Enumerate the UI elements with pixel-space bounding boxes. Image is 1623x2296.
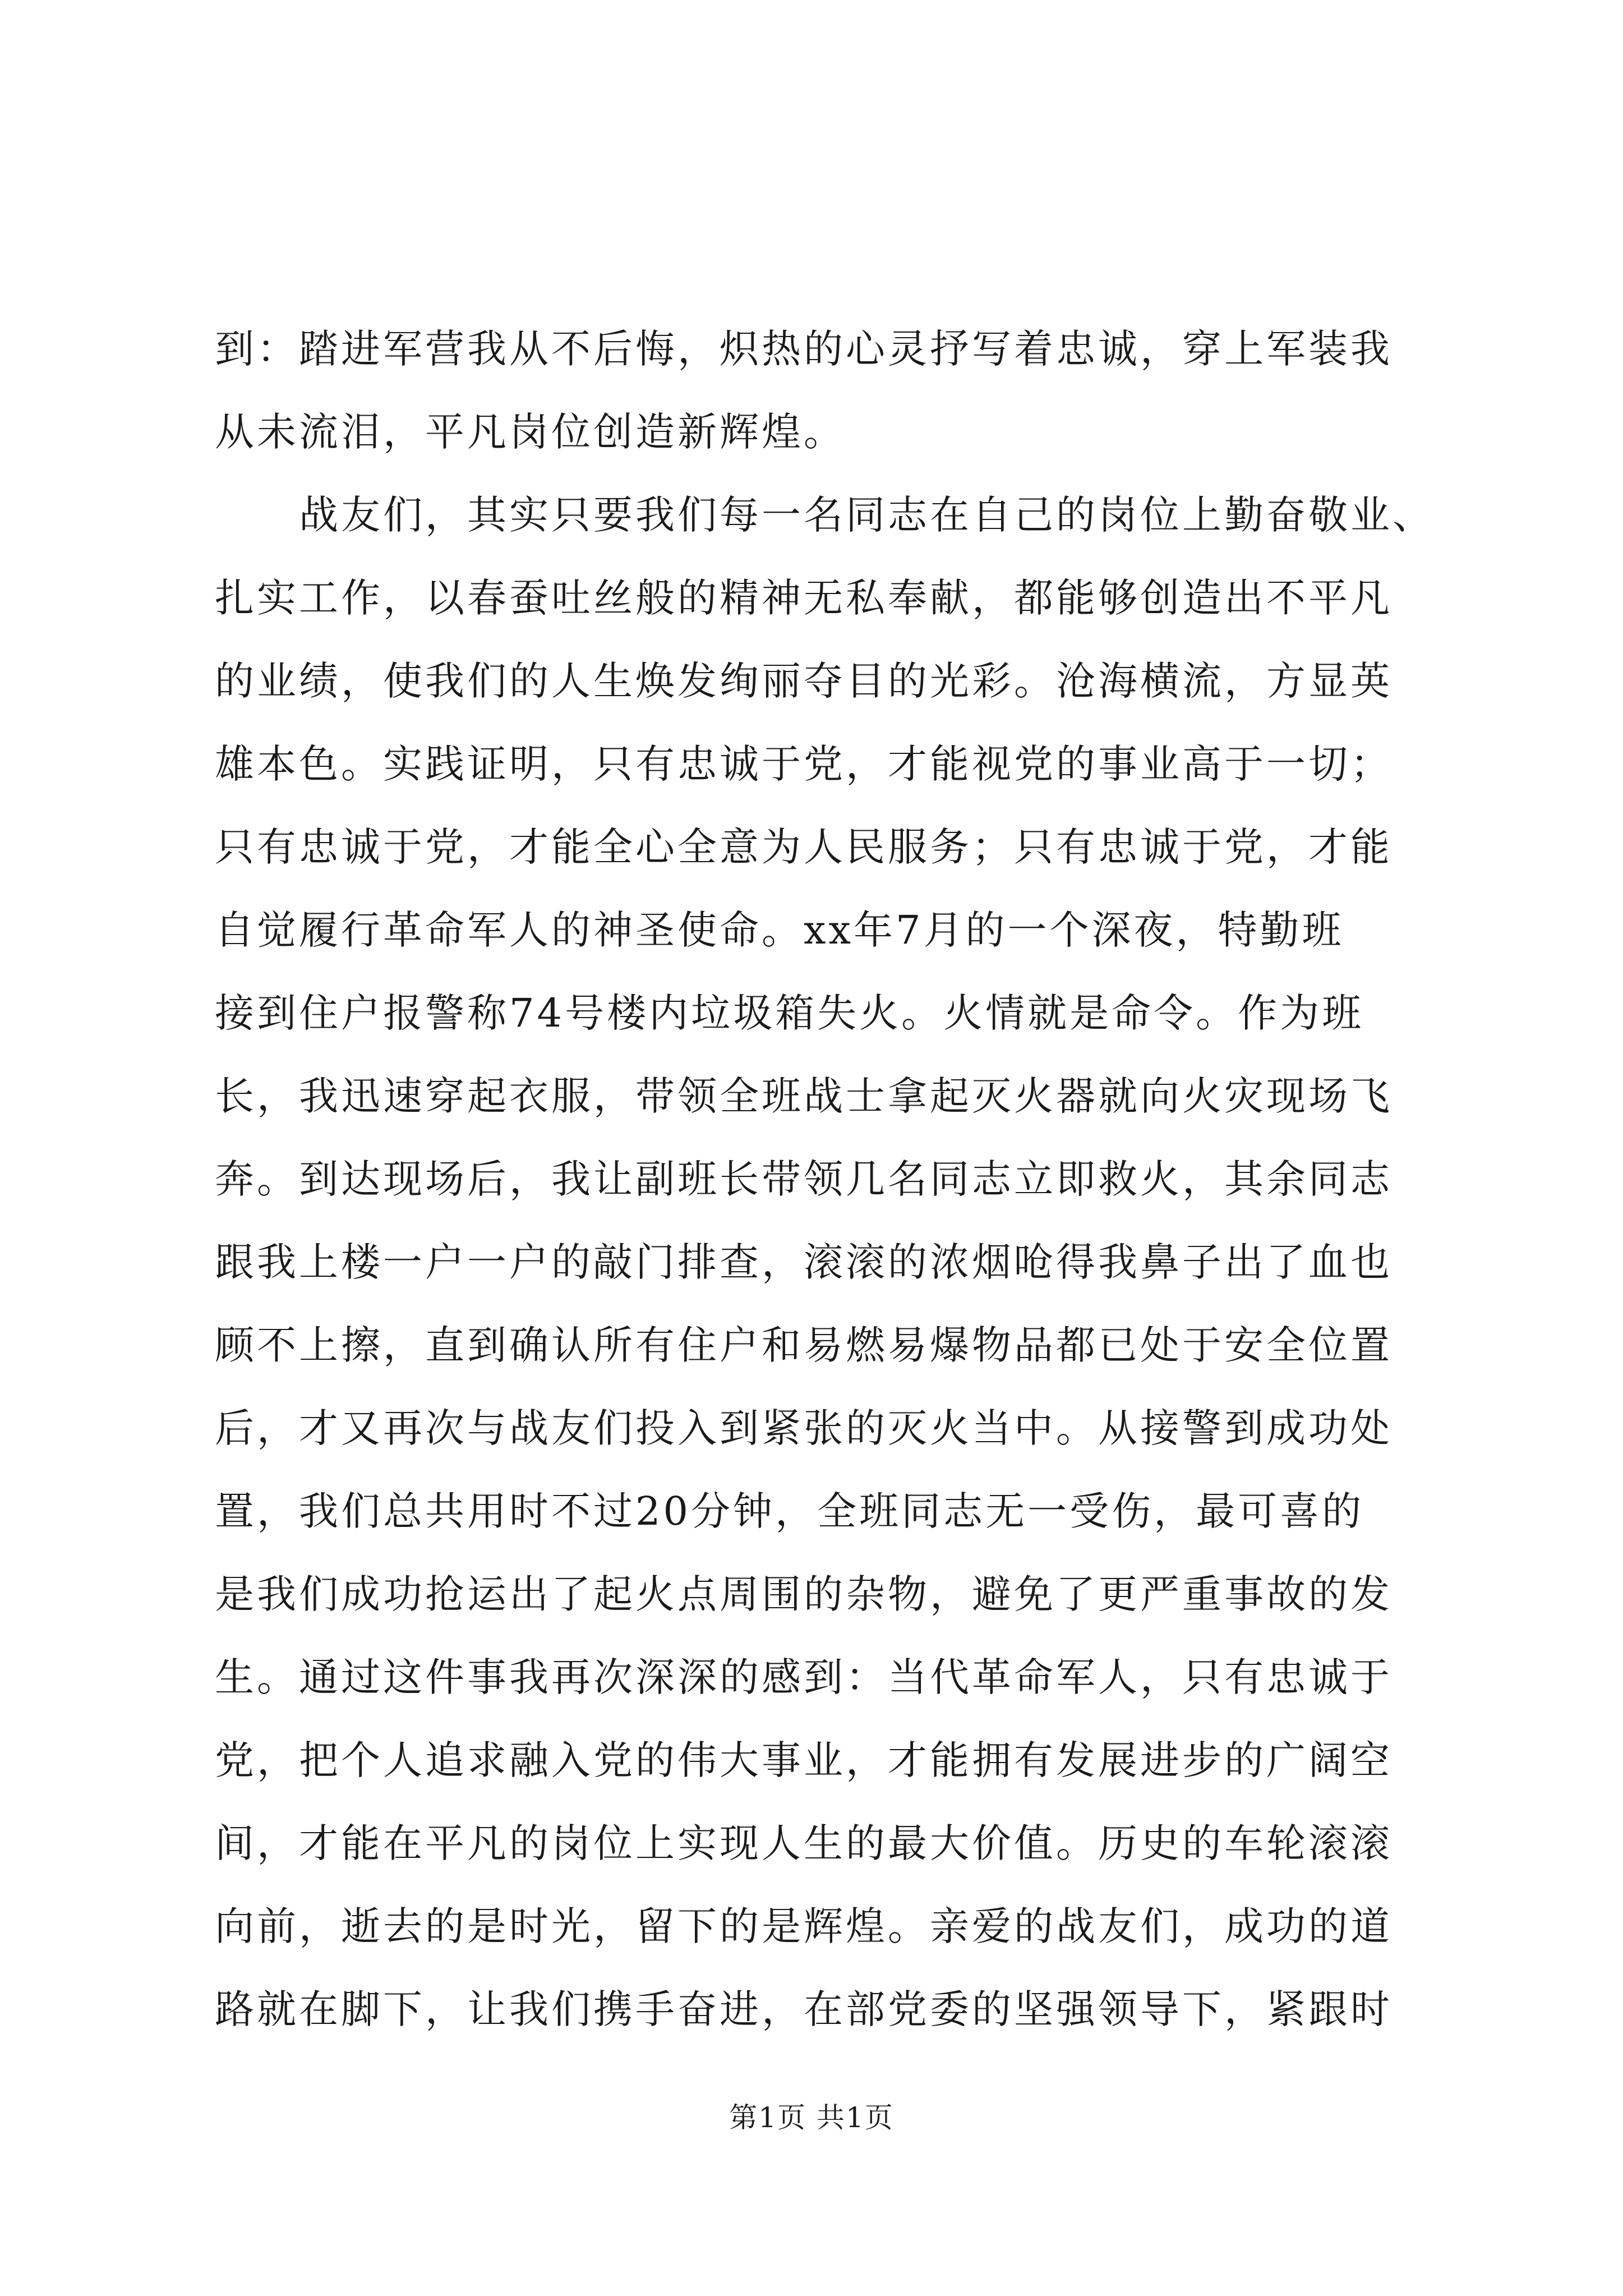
document-body — [215, 307, 1493, 2051]
text-line: 向前，逝去的是时光，留下的是辉煌。亲爱的战友们，成功的道 — [215, 1903, 1393, 1949]
text-line: 路就在脚下，让我们携手奋进，在部党委的坚强领导下，紧跟时 — [215, 1986, 1393, 2032]
text-line: 后，才又再次与战友们投入到紧张的灭火当中。从接警到成功处 — [215, 1405, 1393, 1451]
text-line: 置，我们总共用时不过20分钟，全班同志无一受伤，最可喜的 — [215, 1488, 1364, 1534]
text-line: 党，把个人追求融入党的伟大事业，才能拥有发展进步的广阔空 — [215, 1737, 1393, 1783]
text-line: 顾不上擦，直到确认所有住户和易燃易爆物品都已处于安全位置 — [215, 1322, 1393, 1368]
text-line: 只有忠诚于党，才能全心全意为人民服务；只有忠诚于党，才能 — [215, 824, 1393, 870]
paragraph-first-line: 战友们，其实只要我们每一名同志在自己的岗位上勤奋敬业、 — [299, 492, 1435, 538]
text-line: 雄本色。实践证明，只有忠诚于党，才能视党的事业高于一切； — [215, 741, 1393, 787]
text-line: 生。通过这件事我再次深深的感到：当代革命军人，只有忠诚于 — [215, 1654, 1393, 1700]
text-line: 奔。到达现场后，我让副班长带领几名同志立即救火，其余同志 — [215, 1156, 1393, 1202]
text-line: 接到住户报警称74号楼内垃圾箱失火。火情就是命令。作为班 — [215, 990, 1364, 1036]
text-line: 长，我迅速穿起衣服，带领全班战士拿起灭火器就向火灾现场飞 — [215, 1073, 1393, 1119]
text-line: 的业绩，使我们的人生焕发绚丽夺目的光彩。沧海横流，方显英 — [215, 658, 1393, 704]
text-line: 跟我上楼一户一户的敲门排查，滚滚的浓烟呛得我鼻子出了血也 — [215, 1239, 1393, 1285]
text-line: 从未流泪，平凡岗位创造新辉煌。 — [215, 409, 846, 455]
text-line: 间，才能在平凡的岗位上实现人生的最大价值。历史的车轮滚滚 — [215, 1820, 1393, 1866]
text-line: 是我们成功抢运出了起火点周围的杂物，避免了更严重事故的发 — [215, 1571, 1393, 1617]
text-line: 扎实工作，以春蚕吐丝般的精神无私奉献，都能够创造出不平凡 — [215, 575, 1393, 621]
text-line: 到：踏进军营我从不后悔，炽热的心灵抒写着忠诚，穿上军装我 — [215, 326, 1393, 372]
page-number: 第1页 共1页 — [729, 2101, 894, 2134]
text-line: 自觉履行革命军人的神圣使命。xx年7月的一个深夜，特勤班 — [215, 907, 1344, 953]
